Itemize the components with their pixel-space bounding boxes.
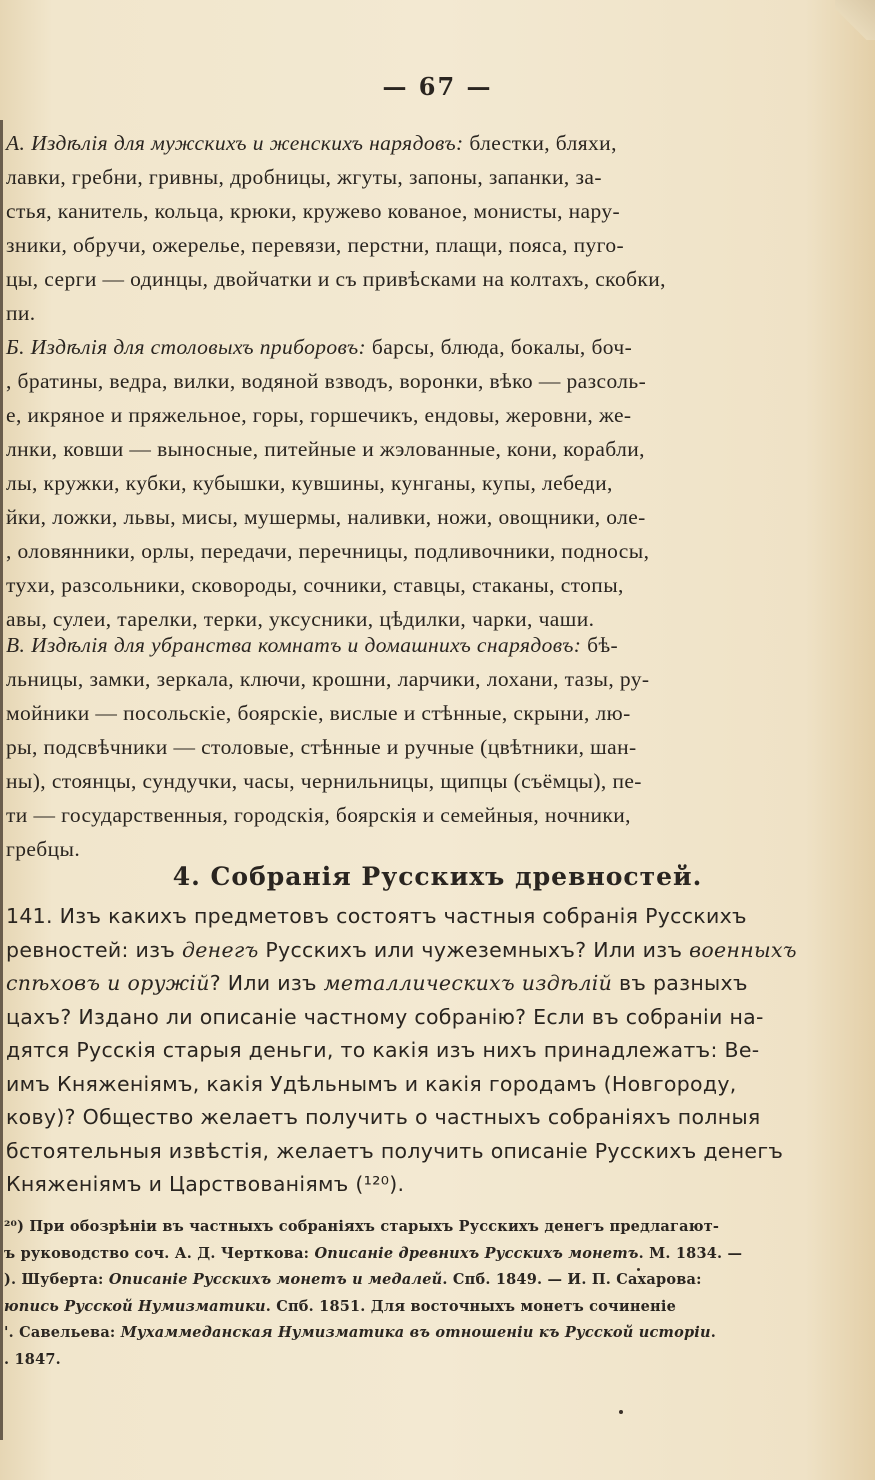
section-c-household	[6, 628, 766, 866]
line-text: мойники — посольскіе, боярскіе, вислые и стѣнные, скрыни, лю-	[6, 701, 631, 725]
section-b-line	[6, 432, 766, 466]
footnotes-line	[4, 1267, 774, 1294]
section-a-line	[6, 160, 766, 194]
line-text: ры, подсвѣчники — столовые, стѣнные и ручные (цвѣтники, шан-	[6, 735, 637, 759]
line-text: ны), стоянцы, сундучки, часы, чернильницы, щипцы (съёмцы), пе-	[6, 769, 642, 793]
footnotes-line	[4, 1347, 774, 1374]
footnotes-line	[4, 1214, 774, 1241]
italic-heading: В. Издѣлія для убранства комнатъ и домашнихъ снарядовъ:	[6, 633, 582, 657]
para-141-line	[6, 900, 766, 934]
text-run: '. Савельева:	[4, 1324, 121, 1341]
italic-run: денегъ	[181, 937, 259, 962]
section-c-line	[6, 696, 766, 730]
text-run: . М. 1834. —	[638, 1244, 743, 1262]
section-b-line	[6, 534, 766, 568]
line-text: цы, серги — одинцы, двойчатки и съ привѣсками на колтахъ, скобки,	[6, 267, 666, 291]
section-b-line	[6, 500, 766, 534]
footnotes-line	[4, 1241, 774, 1268]
line-text: льницы, замки, зеркала, ключи, крошни, ларчики, лохани, тазы, ру-	[6, 667, 650, 691]
italic-heading: Б. Издѣлія для столовыхъ приборовъ:	[6, 335, 367, 359]
section-b-line	[6, 330, 766, 364]
text-run: въ разныхъ	[612, 971, 748, 995]
para-141-line	[6, 1101, 766, 1135]
section-heading: 4. Собранія Русскихъ древностей.	[172, 862, 703, 891]
italic-run: спѣховъ и оружій	[6, 971, 210, 995]
text-run: . 1847.	[4, 1350, 61, 1368]
text-run: цахъ? Издано ли описаніе частному собранію? Если въ собраніи на-	[6, 1004, 764, 1029]
line-text: авы, сулеи, тарелки, терки, уксусники, цѣдилки, чарки, чаши.	[6, 607, 595, 631]
footnotes	[4, 1214, 774, 1373]
italic-run: Описаніе древнихъ Русскихъ монетъ	[314, 1244, 639, 1262]
text-run: .	[710, 1324, 716, 1341]
paragraph-141	[6, 900, 797, 1202]
italic-run: Описаніе Русскихъ монетъ и медалей	[108, 1271, 443, 1288]
italic-heading: А. Издѣлія для мужскихъ и женскихъ нарядовъ:	[6, 131, 464, 155]
text-run: . Спб. 1851. Для восточныхъ монетъ сочиненіе	[265, 1297, 677, 1315]
line-text: гребцы.	[6, 837, 81, 861]
line-text: тухи, разсольники, сковороды, сочники, ставцы, стаканы, стопы,	[6, 573, 624, 597]
section-a-line	[6, 126, 766, 160]
text-run: 141. Изъ какихъ предметовъ состоятъ частныя собранія Русскихъ	[6, 904, 747, 928]
section-b-line	[6, 466, 766, 500]
line-text: пи.	[6, 301, 36, 325]
text-run: ). Шуберта:	[4, 1271, 109, 1288]
line-text: лы, кружки, кубки, кубышки, кувшины, кунганы, купы, лебеди,	[6, 471, 613, 495]
section-a-line	[6, 262, 766, 296]
section-c-line	[6, 730, 766, 764]
para-141-line	[6, 934, 797, 968]
ink-speck	[637, 1268, 640, 1271]
line-text: стья, канитель, кольца, крюки, кружево кованое, мониcты, нару-	[6, 199, 621, 223]
section-b-line	[6, 364, 766, 398]
line-text: йки, ложки, львы, мисы, мушермы, наливки, ножи, овощники, оле-	[6, 505, 646, 529]
line-text: лнки, ковши — выносные, питейные и жэлованные, кони, корабли,	[6, 437, 645, 461]
line-text: лавки, гребни, гривны, дробницы, жгуты, запоны, запанки, за-	[6, 165, 602, 189]
text-run: Княженіямъ и Царствованіямъ (¹²⁰).	[6, 1172, 405, 1196]
italic-run: металлическихъ издѣлій	[323, 971, 613, 995]
para-141-line	[6, 1034, 766, 1068]
para-141-line	[6, 1135, 784, 1169]
section-b-line	[6, 568, 766, 602]
section-a-line	[6, 228, 766, 262]
text-run: ? Или изъ	[209, 971, 324, 995]
section-c-line	[6, 662, 766, 696]
text-run: ъ руководство соч. А. Д. Черткова:	[4, 1244, 315, 1262]
footnotes-line	[4, 1320, 774, 1347]
italic-run: военныхъ	[689, 937, 797, 962]
line-text: , оловянники, орлы, передачи, перечницы, подливочники, подносы,	[6, 539, 650, 563]
para-141-line	[6, 967, 766, 1001]
binding-edge	[0, 120, 3, 1440]
para-141-line	[6, 1168, 766, 1202]
section-a-line	[6, 194, 766, 228]
para-141-line	[6, 1068, 766, 1102]
line-text: ти — государственныя, городскія, боярскія и семейныя, ночники,	[6, 803, 631, 827]
line-text: е, икряное и пряжельное, горы, горшечикъ, ендовы, жеровни, же-	[6, 403, 632, 427]
page-number: — 67 —	[382, 72, 493, 101]
line-text: , братины, ведра, вилки, водяной взводъ, воронки, вѣко — разсоль-	[6, 369, 647, 393]
footnotes-line	[4, 1294, 774, 1321]
text-run: бстоятельныя извѣстія, желаетъ получить описаніе Русскихъ денегъ	[6, 1138, 784, 1163]
text-run: Русскихъ или чужеземныхъ? Или изъ	[258, 937, 690, 962]
text-run: кову)? Общество желаетъ получить о частныхъ собраніяхъ полныя	[6, 1105, 761, 1129]
text-run: ревностей: изъ	[6, 937, 182, 962]
line-text: бѣ-	[581, 633, 619, 657]
ink-speck	[619, 1410, 623, 1414]
section-c-line	[6, 798, 766, 832]
italic-run: юпись Русской Нумизматики	[4, 1297, 266, 1315]
section-c-line	[6, 832, 766, 866]
section-b-tableware	[6, 330, 766, 636]
italic-run: Мухаммеданская Нумизматика въ отношеніи къ Русской исторіи	[120, 1324, 711, 1341]
section-a-jewelry	[6, 126, 766, 330]
section-a-line	[6, 296, 766, 330]
text-run: имъ Княженіямъ, какія Удѣльнымъ и какія городамъ (Новгороду,	[6, 1071, 737, 1096]
section-c-line	[6, 764, 766, 798]
para-141-line	[6, 1001, 766, 1035]
line-text: зники, обручи, ожерелье, перевязи, перстни, плащи, пояса, пуго-	[6, 233, 625, 257]
text-run: . Спб. 1849. — И. П. Сахарова:	[442, 1271, 702, 1288]
page-corner-fold	[835, 0, 875, 40]
section-b-line	[6, 398, 766, 432]
line-text: блестки, бляхи,	[463, 131, 617, 155]
section-c-line	[6, 628, 766, 662]
line-text: барсы, блюда, бокалы, боч-	[366, 335, 633, 359]
text-run: ²⁰) При обозрѣніи въ частныхъ собраніяхъ старыхъ Русскихъ денегъ предлагают-	[4, 1218, 720, 1235]
text-run: дятся Русскія старыя деньги, то какія изъ нихъ принадлежатъ: Ве-	[6, 1038, 760, 1062]
